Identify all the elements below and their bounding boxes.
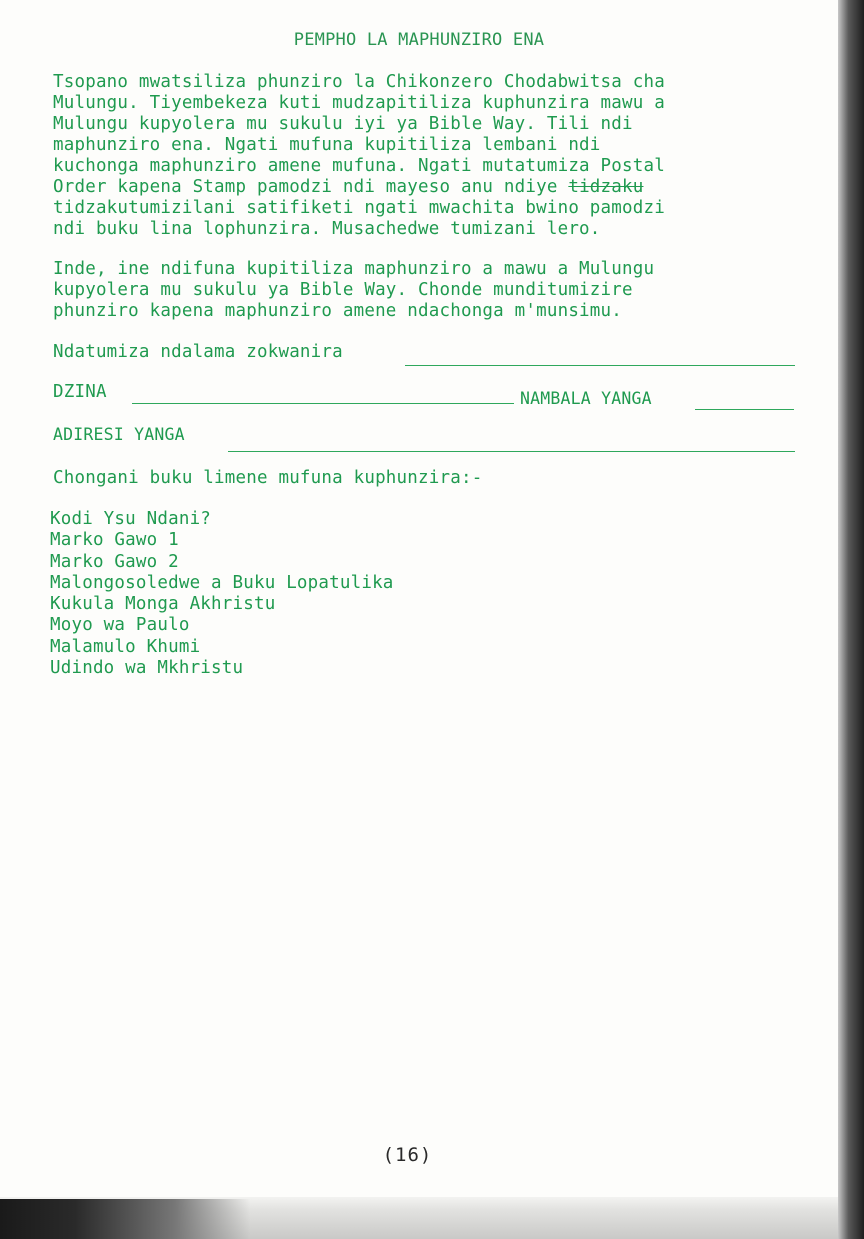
intro-line-text: Order kapena Stamp pamodzi ndi mayeso anu ndiye [53,177,569,197]
request-line: Inde, ine ndifuna kupitiliza maphunziro a mawu a Mulungu [53,259,655,279]
page-title: PEMPHO LA MAPHUNZIRO ENA [293,30,545,50]
number-field[interactable] [695,409,794,410]
scan-right-edge [838,0,864,1239]
struck-word: tidzaku [568,177,644,197]
intro-line: maphunziro ena. Ngati mufuna kupitiliza lembani ndi [53,135,601,155]
book-item[interactable]: Udindo wa Mkhristu [50,658,244,679]
page-number: (16) [382,1144,433,1166]
book-list [50,509,394,679]
intro-line [53,177,665,198]
intro-line: tidzakutumizilani satifiketi ngati mwachita bwino pamodzi [53,198,665,218]
money-label: Ndatumiza ndalama zokwanira [53,342,343,362]
book-item[interactable]: Marko Gawo 2 [50,551,179,572]
book-item[interactable]: Moyo wa Paulo [50,615,190,636]
request-line: phunziro kapena maphunziro amene ndachonga m'munsimu. [53,301,623,321]
intro-line: Mulungu. Tiyembekeza kuti mudzapitiliza kuphunzira mawu a [53,93,665,113]
request-line: kupyolera mu sukulu ya Bible Way. Chonde munditumizire [53,280,633,300]
book-item[interactable]: Malamulo Khumi [50,636,201,657]
book-item[interactable]: Marko Gawo 1 [50,530,179,551]
book-item[interactable]: Kukula Monga Akhristu [50,594,276,615]
money-field[interactable] [405,365,795,366]
intro-line: Tsopano mwatsiliza phunziro la Chikonzero Chodabwitsa cha [53,72,665,92]
intro-line: ndi buku lina lophunzira. Musachedwe tumizani lero. [53,219,601,239]
request-paragraph [53,259,654,322]
address-label: ADIRESI YANGA [53,425,185,444]
book-item[interactable]: Malongosoledwe a Buku Lopatulika [50,572,394,593]
address-field[interactable] [228,451,795,452]
intro-line: kuchonga maphunziro amene mufuna. Ngati mutatumiza Postal [53,156,665,176]
name-field[interactable] [132,403,514,404]
intro-paragraph [53,72,665,240]
book-item[interactable]: Kodi Ysu Ndani? [50,509,212,529]
number-label: NAMBALA YANGA [520,389,652,408]
choose-instruction: Chongani buku limene mufuna kuphunzira:- [53,468,483,488]
scan-bottom-shadow [0,1199,250,1239]
name-label: DZINA [53,382,107,402]
intro-line: Mulungu kupyolera mu sukulu iyi ya Bible Way. Tili ndi [53,114,633,134]
